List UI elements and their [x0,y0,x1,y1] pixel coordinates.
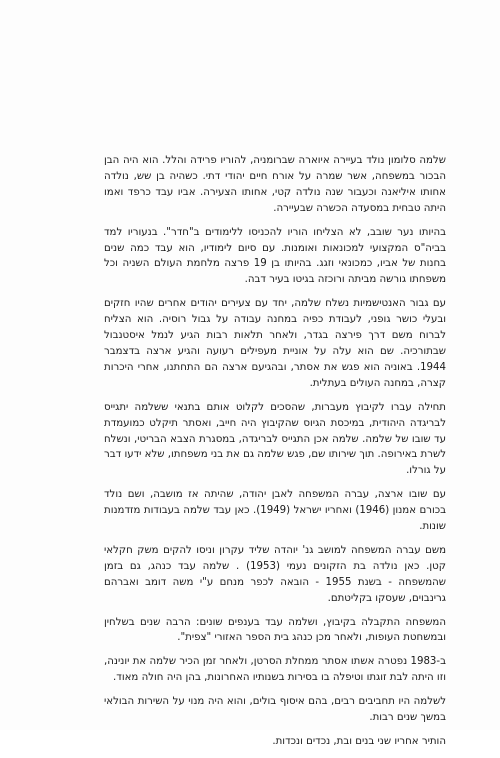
paragraph-escape: עם גבור האנטישמיות נשלח שלמה, יחד עם צעירים יהודים אחרים שהיו חזקים ובעלי כושר גופני, לעבודת כפיה במחנה עבודה על גבול רוסיה. הוא הצליח לברוח משם דרך פירצה בגדר, ולאחר תלאות רבות הגיע לנמל איסטנבול שבתורכיה. שם הוא עלה על אוניית מעפילים רעועה והגיע ארצה בדצמבר 1944. באוניה הוא פגש את אסתר, ובהגיעם ארצה הם התחתנו, אחרי היכרות קצרה, במחנה העולים בעתלית. [104,298,446,389]
paragraph-kibbutz: המשפחה התקבלה בקיבוץ, ושלמה עבד בענפים שונים: הרבה שנים בשלחין ובמשחטת העופות, ולאחר מכן כנהג בית הספר האזורי "צפית". [104,616,446,644]
biography-text [104,153,446,758]
paragraph-even-yehuda: עם שובו ארצה, עברה המשפחה לאבן יהודה, שהיתה אז מושבה, ושם נולד בכורם אמנון (1946) ואחריו ישראל (1949). כאן עבד שלמה בעבודות מזדמנות שונות. [104,489,447,533]
paragraph-descendants: הותיר אחריו שני בנים ובת, נכדים ונכדות. [272,736,446,747]
paragraph-birth: שלמה סלומון נולד בעיירה איוארה שברומניה, להוריו פרידה והלל. הוא היה הבן הבכור במשפחה, אשר שמרה על אורח חיים יהודי דתי. כשהיה בן שש, נולדה אחותו איליאנה וכעבור שנה נולדה קטי, אחותו הצעירה. אביו עבד כרפד ואמו היתה טבחית במסעדה הכשרה שבעיירה. [104,155,446,214]
paragraph-later-life: ב-1983 נפטרה אשתו אסתר ממחלת הסרטן, ולאחר זמן הכיר שלמה את יונינה, וזו היתה לבת זוגתו וטיפלה בו בסירות בשנותיו האחרונות, בהן היה חולה מאוד. [104,656,446,684]
paragraph-youth: בהיותו נער שובב, לא הצליחו הוריו להכניסו ללימודים ב"חדר". בנעוריו למד בביה"ס המקצועי למכונאות ואומנות. עם סיום לימודיו, הוא עבד כמה שנים בחנות של אביו, כמכונאי וזגג. בהיותו בן 19 פרצה מלחמת העולם השניה וכל משפחתו גורשה מביתה ורוכזה בגיטו בעיר דבה. [104,226,447,286]
paragraph-brigade: תחילה עברו לקיבוץ מעברות, שהסכים לקלוט אותם בתנאי ששלמה יתגייס לבריגדה היהודית, במיכסת הגיוס שהקיבוץ היה חייב, ואסתר תיקלט כמועמדת עד שובו של שלמה. שלמה אכן התגייס לבריגדה, במסגרת הצבא הבריטי, ונשלח לשרת באירופה. תוך שירותו שם, פגש שלמה גם את בני משפחתו, שלא ידעו דבר על גורלו. [104,401,446,477]
paragraph-hobbies: לשלמה היו תחביבים רבים, בהם איסוף בולים, והוא היה מנוי על השירות הבולאי במשך שנים רבות. [104,696,446,724]
paragraph-moshav: משם עברה המשפחה למושב גנ' יוהדה שליד עקרון וניסו להקים משק חקלאי קטן. כאן נולדה בת הזקונים נעמי (1953) . שלמה עבד כנהג, גם בזמן שהמשפחה - בשנת 1955 - הובאה לכפר מנחם ע"י משה דומב ואברהם גרינבוים, שעסקו בקליטתם. [104,544,446,604]
